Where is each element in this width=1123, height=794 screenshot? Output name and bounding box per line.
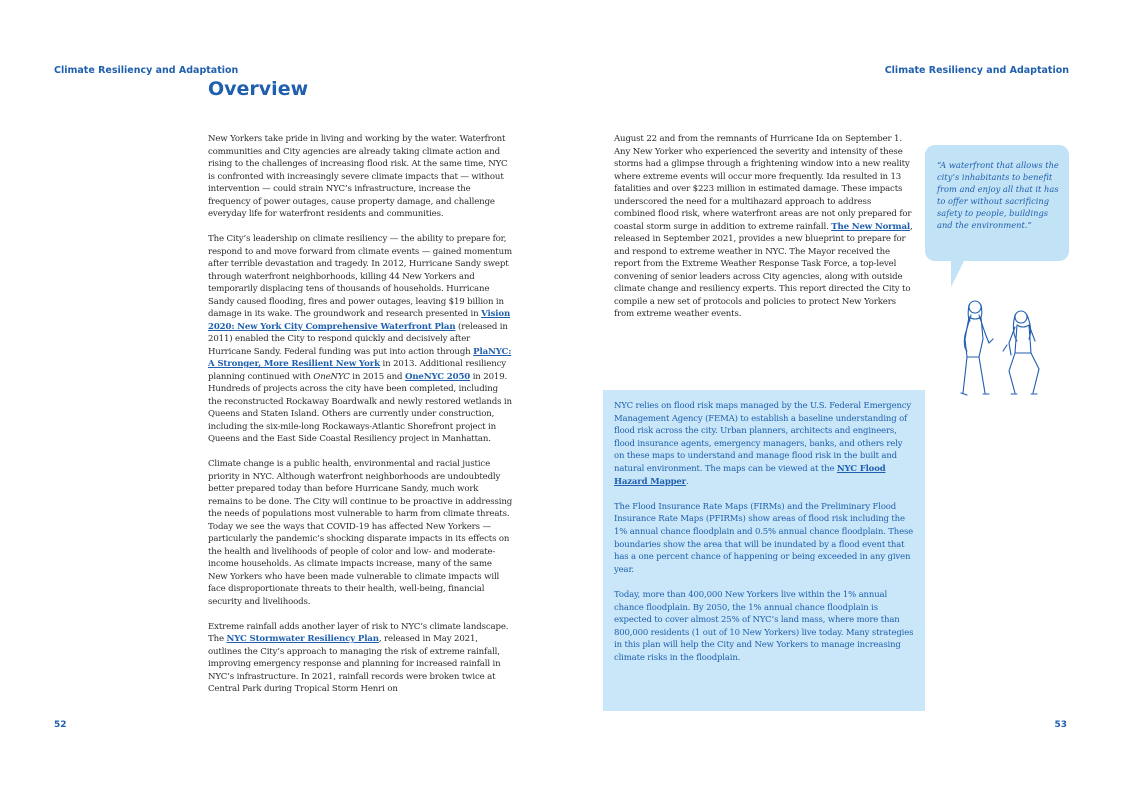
new-normal-link[interactable]: The New Normal [831, 221, 911, 232]
page-title: Overview [208, 78, 309, 100]
onenyc-title: OneNYC [313, 371, 350, 382]
quote-bubble-tail [951, 259, 965, 287]
infobox-paragraph-firms: The Flood Insurance Rate Maps (FIRMs) and the Preliminary Flood Insurance Rate Maps (PFIRMs) show areas of flood risk including the 1% annual chance floodplain and 0.5% annual chance floodplain. These boundaries show the area that will be inundated by a flood event that has a one percent chance of happening or being exceeded in any given year. [614, 501, 914, 575]
page-number-left: 52 [54, 720, 67, 730]
vision-2020-link[interactable]: Vision 2020: New York City Comprehensive Waterfront Plan [208, 309, 511, 332]
running-header-right: Climate Resiliency and Adaptation [884, 65, 1069, 76]
planyc-link[interactable]: PlaNYC: A Stronger, More Resilient New York [208, 346, 512, 369]
paragraph-climate-justice: Climate change is a public health, environmental and racial justice priority in NYC. Although waterfront neighborhoods are undoubtedly better prepared today than before Hurricane Sandy, much work remains to be done. The City will continue to be proactive in addressing the needs of populations most vulnerable to harm from climate threats. Today we see the ways that COVID-19 has affected New Yorkers — particularly the pandemic’s shocking disparate impacts in its effects on the health and livelihoods of people of color and low- and moderate-income households. As climate impacts increase, many of the same New Yorkers who have been made vulnerable to climate impacts will face disproportionate threats to their health, well-being, financial security and livelihoods. [208, 459, 513, 607]
paragraph-waterfront-pride: New Yorkers take pride in living and working by the water. Waterfront communities and City agencies are already taking climate action and rising to the challenges of increasing flood risk. At the same time, NYC is confronted with increasingly severe climate impacts that — without intervention — could strain NYC’s infrastructure, increase the frequency of power outages, cause property damage, and challenge everyday life for waterfront residents and communities. [208, 134, 508, 219]
infobox-paragraph-floodplain-population: Today, more than 400,000 New Yorkers live within the 1% annual chance floodplain. By 2050, the 1% annual chance floodplain is expected to cover almost 25% of NYC’s land mass, where more than 800,000 residents (1 out of 10 New Yorkers) live today. Many strategies in this plan will help the City and New Yorkers to manage increasing climate risks in the floodplain. [614, 589, 914, 663]
flood-hazard-mapper-link[interactable]: NYC Flood Hazard Mapper [614, 463, 886, 487]
quote-bubble [925, 145, 1069, 261]
paragraph-extreme-rainfall: Extreme rainfall adds another layer of risk to NYC’s climate landscape. The NYC Stormwater Resiliency Plan, released in May 2021, outlines the City’s approach to managing the risk of extreme rainfall, improving emergency response and planning for increased rainfall in NYC’s infrastructure. In 2021, rainfall records were broken twice at Central Park during Tropical Storm Henri on [208, 621, 509, 694]
page-number-right: 53 [1054, 720, 1067, 730]
paragraph-hurricane-ida: August 22 and from the remnants of Hurricane Ida on September 1. Any New Yorker who experienced the severity and intensity of these storms had a glimpse through a frightening window into a new reality where extreme events will occur more frequently. Ida resulted in 13 fatalities and over $223 million in estimated damage. These impacts underscored the need for a multihazard approach to address combined flood risk, where waterfront areas are not only prepared for coastal storm surge in addition to extreme rainfall. The New Normal, released in September 2021, provides a new blueprint to prepare for and respond to extreme weather in NYC. The Mayor received the report from the Extreme Weather Response Task Force, a top-level convening of senior leaders across City agencies, along with outside climate change and resiliency experts. This report directed the City to compile a new set of protocols and policies to protect New Yorkers from extreme weather events. [614, 134, 913, 319]
left-text-column [208, 133, 513, 708]
flood-risk-info-box [603, 390, 925, 711]
two-women-talking-illustration [945, 295, 1055, 405]
stormwater-plan-link[interactable]: NYC Stormwater Resiliency Plan [226, 634, 379, 644]
running-header-left: Climate Resiliency and Adaptation [54, 65, 239, 76]
infobox-paragraph-fema-maps: NYC relies on flood risk maps managed by the U.S. Federal Emergency Management Agency (FEMA) to establish a baseline understanding of flood risk across the city. Urban planners, architects and engineers, flood insurance agents, emergency managers, banks, and others rely on these maps to understand and manage flood risk in the built and natural environment. The maps can be viewed at the NYC Flood Hazard Mapper. [614, 401, 912, 487]
right-text-column [614, 133, 914, 333]
paragraph-climate-leadership: The City’s leadership on climate resiliency — the ability to prepare for, respond to and move forward from climate events — gained momentum after terrible devastation and tragedy. In 2012, Hurricane Sandy swept through waterfront neighborhoods, killing 44 New Yorkers and temporarily displacing tens of thousands of households. Hurricane Sandy caused flooding, fires and power outages, leaving $19 billion in damage in its wake. The groundwork and research presented in Vision 2020: New York City Comprehensive Waterfront Plan (released in 2011) enabled the City to respond quickly and decisively after Hurricane Sandy. Federal funding was put into action through PlaNYC: A Stronger, More Resilient New York in 2013. Additional resiliency planning continued with OneNYC in 2015 and OneNYC 2050 in 2019. Hundreds of projects across the city have been completed, including the reconstructed Rockaway Boardwalk and newly restored wetlands in Queens and Staten Island. Others are currently under construction, including the six-mile-long Rockaways-Atlantic Shorefront project in Queens and the East Side Coastal Resiliency project in Manhattan. [208, 234, 512, 444]
onenyc-2050-link[interactable]: OneNYC 2050 [404, 371, 471, 382]
pull-quote: “A waterfront that allows the city’s inhabitants to benefit from and enjoy all that it has to offer without sacrificing safety to people, buildings and the environment.” [937, 160, 1059, 230]
